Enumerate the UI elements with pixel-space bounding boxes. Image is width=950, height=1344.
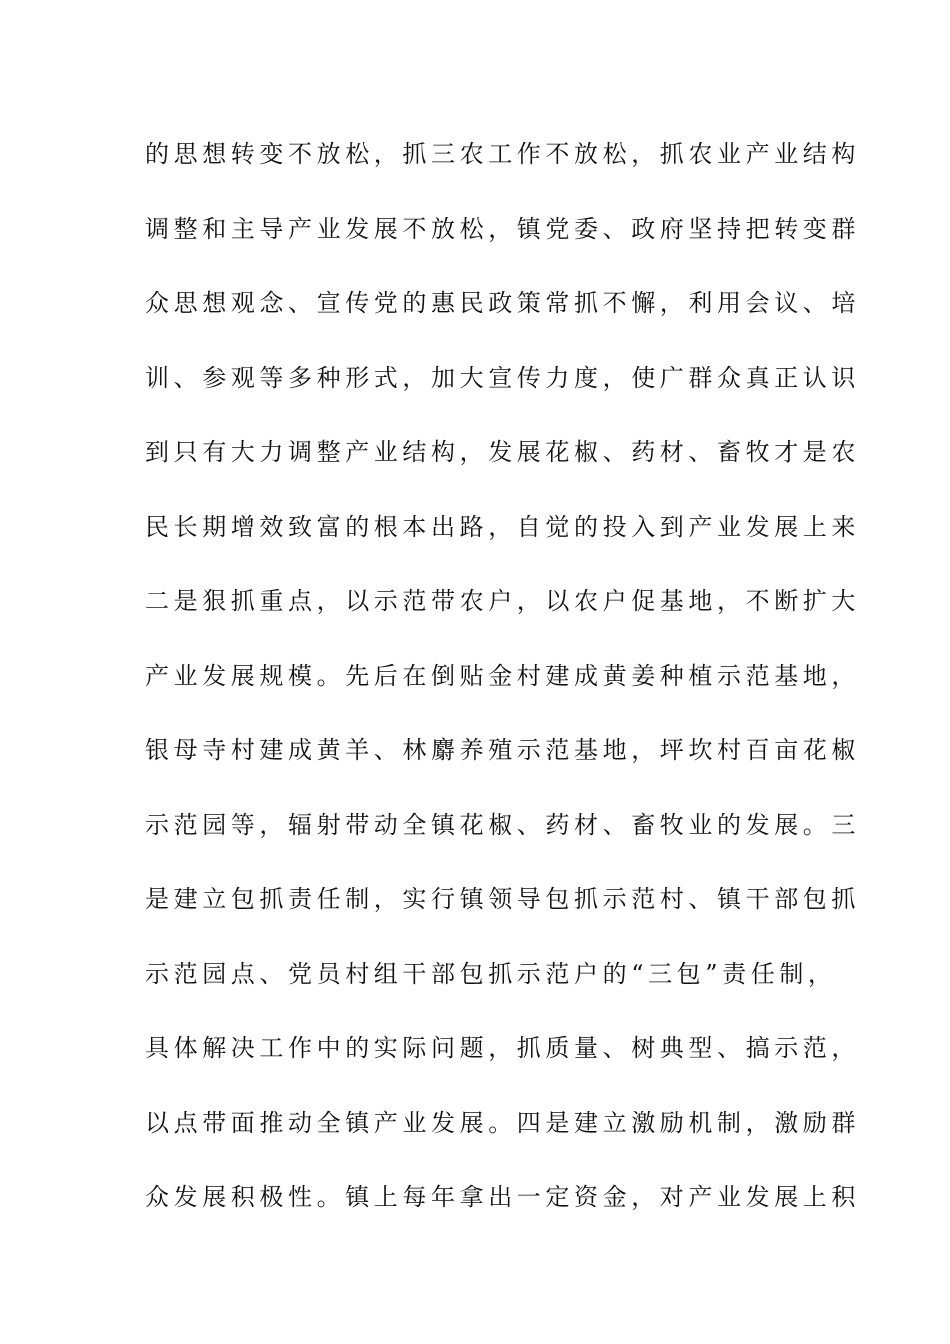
body-text [145,130,860,1248]
text-line: 产业发展规模。先后在倒贴金村建成黄姜种植示范基地， [145,661,860,690]
text-line: 训、参观等多种形式，加大宣传力度，使广群众真正认识 [145,363,860,392]
text-line: 到只有大力调整产业结构，发展花椒、药材、畜牧才是农 [145,438,860,466]
text-line: 银母寺村建成黄羊、林麝养殖示范基地，坪坎村百亩花椒 [145,736,860,764]
text-line: 的思想转变不放松，抓三农工作不放松，抓农业产业结构 [145,140,860,168]
text-line: 众思想观念、宣传党的惠民政策常抓不懈，利用会议、培 [145,289,860,317]
text-line: 以点带面推动全镇产业发展。四是建立激励机制，激励群 [145,1108,860,1137]
text-line: 众发展积极性。镇上每年拿出一定资金，对产业发展上积 [145,1183,860,1211]
text-line: 民长期增效致富的根本出路，自觉的投入到产业发展上来 [145,512,860,541]
text-line: 是建立包抓责任制，实行镇领导包抓示范村、镇干部包抓 [145,885,860,913]
text-line: 二是狠抓重点，以示范带农户，以农户促基地，不断扩大 [145,587,860,615]
text-line: 具体解决工作中的实际问题，抓质量、树典型、搞示范， [145,1034,860,1062]
text-line: 示范园点、党员村组干部包抓示范户的“三包”责任制， [145,959,837,988]
text-line: 示范园等，辐射带动全镇花椒、药材、畜牧业的发展。三 [145,810,860,839]
text-line: 调整和主导产业发展不放松，镇党委、政府坚持把转变群 [145,214,860,243]
